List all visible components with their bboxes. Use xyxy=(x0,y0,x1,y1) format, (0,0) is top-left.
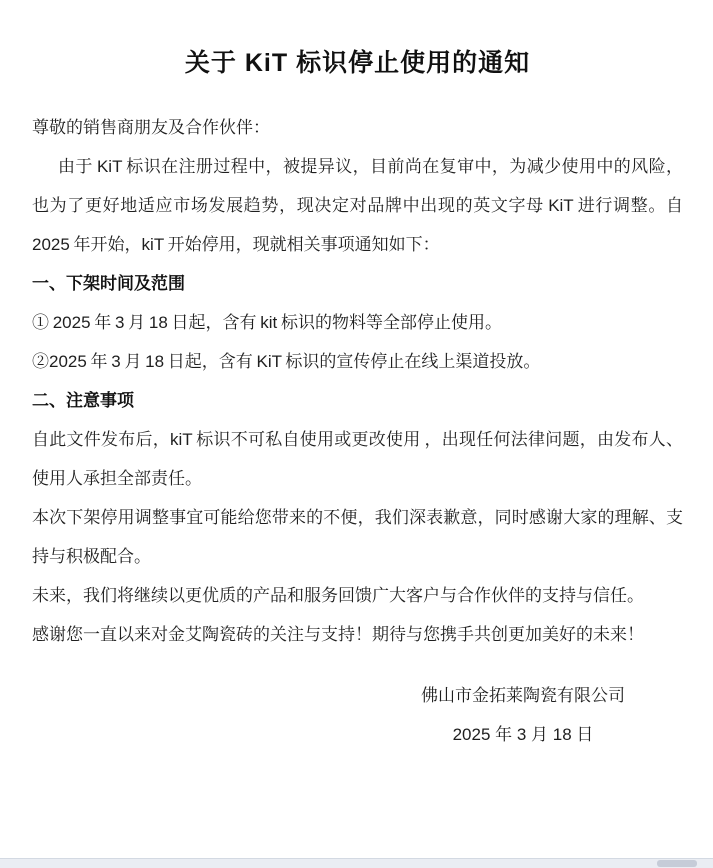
signature-company: 佛山市金拓莱陶瓷有限公司 xyxy=(421,686,625,705)
section2-paragraph-2: 本次下架停用调整事宜可能给您带来的不便，我们深表歉意，同时感谢大家的理解、支持与积极配合。 xyxy=(32,508,683,566)
section1-item-2: ②2025 年 3 月 18 日起，含有 KiT 标识的宣传停止在线上渠道投放。 xyxy=(32,352,541,371)
intro-paragraph: 由于 KiT 标识在注册过程中，被提异议，目前尚在复审中，为减少使用中的风险，也为了更好地适应市场发展趋势，现决定对品牌中出现的英文字母 KiT 进行调整。自 2025 年开始，kiT 开始停用，现就相关事项通知如下： xyxy=(32,157,683,254)
greeting-line: 尊敬的销售商朋友及合作伙伴： xyxy=(32,118,270,137)
section1-heading: 一、下架时间及范围 xyxy=(32,274,185,293)
document-title: 关于 KiT 标识停止使用的通知 xyxy=(184,49,531,77)
horizontal-scrollbar-track[interactable] xyxy=(0,858,713,868)
section2-paragraph-1: 自此文件发布后，kiT 标识不可私自使用或更改使用 ，出现任何法律问题，由发布人、使用人承担全部责任。 xyxy=(32,430,683,488)
section2-heading: 二、注意事项 xyxy=(32,391,134,410)
signature-block xyxy=(421,676,625,754)
section2-paragraph-3: 未来，我们将继续以更优质的产品和服务回馈广大客户与合作伙伴的支持与信任。 xyxy=(32,586,644,605)
signature-date: 2025 年 3 月 18 日 xyxy=(452,725,594,744)
section2-paragraph-4: 感谢您一直以来对金艾陶瓷砖的关注与支持！期待与您携手共创更加美好的未来！ xyxy=(32,625,644,644)
section1-item-1: ① 2025 年 3 月 18 日起，含有 kit 标识的物料等全部停止使用。 xyxy=(32,313,502,332)
horizontal-scrollbar-thumb[interactable] xyxy=(657,860,697,867)
